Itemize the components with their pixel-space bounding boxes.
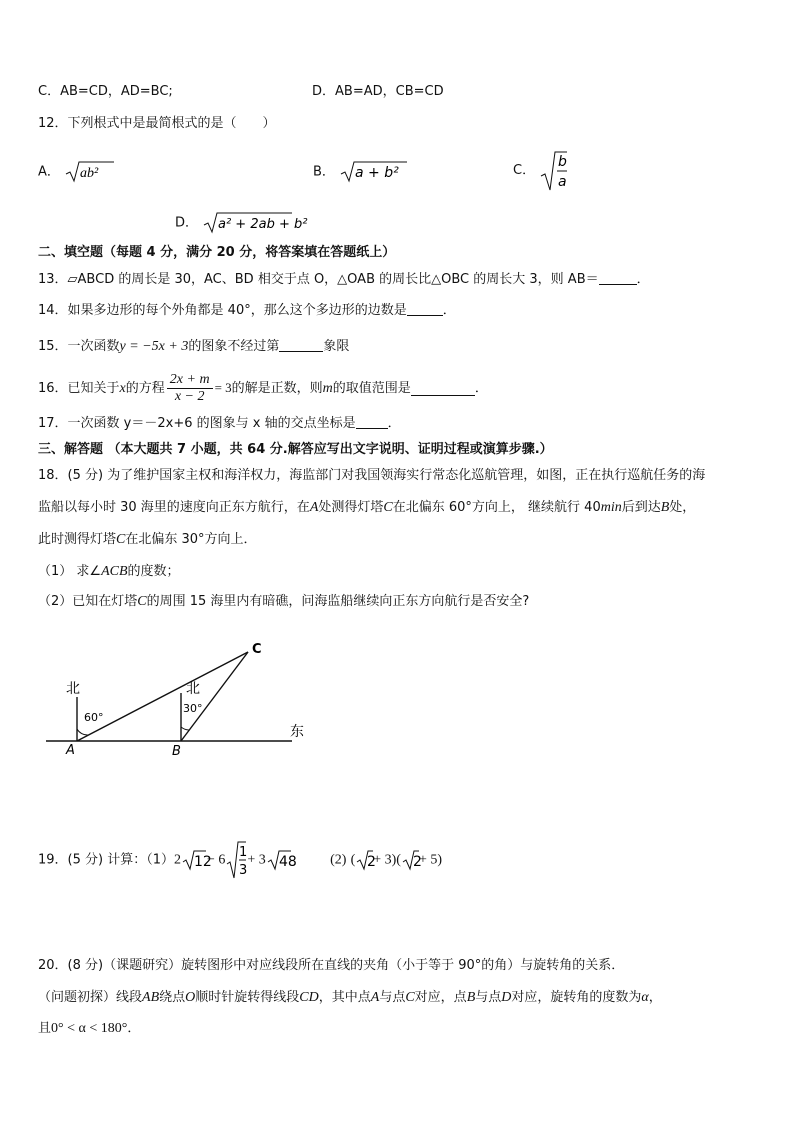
denominator: 3: [239, 863, 248, 878]
part-label: (2): [330, 852, 347, 868]
q18-sub2: [38, 593, 529, 611]
q16-var-m: m: [322, 381, 333, 396]
text: 的度数；: [127, 564, 180, 579]
answer-blank: [599, 271, 637, 285]
angle-arc-a: [77, 729, 88, 735]
section-3-title: 三、解答题 （本大题共 7 小题，共 64 分.解答应写出文字说明、证明过程或演算步骤.）: [38, 442, 553, 457]
q16-equals: = 3: [214, 380, 232, 395]
text: （1） 求∠: [38, 564, 102, 579]
term: − 6: [207, 852, 226, 868]
point-label-c: C: [252, 642, 262, 657]
alpha-range: 0° < α < 180°: [51, 1021, 128, 1036]
text: 与点: [379, 990, 406, 1005]
q12-b-expr: a + b²: [355, 165, 399, 181]
radicand: 2: [412, 854, 422, 870]
term: + 5): [418, 852, 443, 868]
q13-text: 13．▱ABCD 的周长是 30，AC、BD 相交于点 O，△OAB 的周长比△OBC 的周长大 3，则 AB＝: [38, 272, 599, 287]
alpha: α: [641, 990, 649, 1005]
q16-denominator: x − 2: [174, 389, 205, 404]
radicand: 48: [278, 854, 297, 870]
q12-option-b: [313, 160, 409, 184]
q12-d-expr: a² + 2ab + b²: [218, 217, 308, 232]
point-label-a: A: [66, 743, 75, 758]
q14: [38, 302, 456, 320]
q12-a-expr: ab²: [80, 166, 99, 181]
point-a: A: [370, 990, 380, 1005]
q16-var-x: x: [119, 381, 126, 396]
text: 与点: [475, 990, 502, 1005]
answer-blank: [279, 338, 323, 352]
q15-formula: y = −5x + 3: [119, 339, 189, 354]
text: 顺时针旋转得线段: [195, 990, 300, 1005]
answer-blank: [411, 382, 475, 396]
unit-min: min: [600, 500, 622, 515]
angle-label-60: 60°: [84, 711, 104, 724]
text: ，其中点: [318, 990, 371, 1005]
option-label: D．: [175, 215, 199, 231]
q16-end: ．: [474, 381, 488, 396]
text: 且: [38, 1021, 52, 1036]
point-c: C: [116, 532, 126, 547]
text: ，: [648, 990, 662, 1005]
q16-mid2: 的解是正数，则: [231, 381, 323, 396]
line-ac: [77, 652, 248, 741]
text: （问题初探）线段: [38, 990, 143, 1005]
point-label-b: B: [172, 744, 181, 759]
answer-blank: [407, 302, 443, 316]
angle-acb: ACB: [101, 564, 128, 579]
sqrt-fraction-icon: [225, 840, 247, 880]
q14-end: ．: [442, 303, 456, 318]
q14-text: 14．如果多边形的每个外角都是 40°，那么这个多边形的边数是: [38, 303, 407, 318]
segment-ab: AB: [142, 990, 160, 1005]
q18-sub1: [38, 563, 180, 581]
term: + 3)(: [373, 852, 401, 868]
numerator: 1: [239, 845, 248, 860]
q16-pre: 16．已知关于: [38, 381, 120, 396]
text: ．: [127, 1021, 141, 1036]
q12-option-d: [175, 211, 308, 235]
point-c: C: [383, 500, 393, 515]
sqrt-symbol-icon: [202, 211, 308, 235]
q16: [38, 370, 488, 407]
q17-end: ．: [387, 416, 401, 431]
q15-post: 象限: [323, 339, 350, 354]
north-label-b: 北: [186, 681, 200, 697]
q18-line2: [38, 499, 695, 517]
q15-mid: 的图象不经过第: [188, 339, 280, 354]
q17-text: 17．一次函数 y＝－2x+6 的图象与 x 轴的交点坐标是: [38, 416, 356, 431]
q12-option-a: [38, 160, 116, 184]
point-c: C: [405, 990, 415, 1005]
north-label-a: 北: [66, 681, 80, 697]
q11-option-d: D．AB=AD，CB=CD: [312, 84, 444, 99]
text: 绕点: [159, 990, 186, 1005]
option-label: B．: [313, 164, 335, 180]
segment-cd: CD: [299, 990, 319, 1005]
sqrt-symbol-icon: [181, 849, 212, 871]
option-label: A．: [38, 164, 60, 180]
angle-arc-b: [181, 727, 189, 730]
radicand: 2: [367, 854, 377, 870]
q13-end: ．: [636, 272, 650, 287]
option-label: C．: [513, 163, 536, 178]
text: 后到达: [621, 500, 661, 515]
q18-line1: 18．(5 分) 为了维护国家主权和海洋权力，海监部门对我国领海实行常态化巡航管理，如图，正在执行巡航任务的海: [38, 468, 706, 483]
text: 此时测得灯塔: [38, 532, 117, 547]
q20-line3: [38, 1020, 140, 1038]
q12-c-num: b: [558, 154, 568, 170]
text: 监船以每小时 30 海里的速度向正东方航行，在: [38, 500, 310, 515]
sqrt-symbol-icon: [266, 849, 297, 871]
text: 在北偏东 30°方向上．: [125, 532, 257, 547]
sqrt-symbol-icon: [64, 160, 116, 184]
q12-option-c: [513, 150, 569, 192]
angle-label-30: 30°: [183, 702, 203, 715]
point-b: B: [660, 500, 670, 515]
text: 在北偏东 60°方向上， 继续航行 40: [392, 500, 601, 515]
q20-line2: [38, 989, 662, 1007]
q12-c-den: a: [558, 174, 567, 190]
sqrt-symbol-icon: [355, 849, 377, 871]
text: 的周围 15 海里内有暗礁，问海监船继续向正东方向航行是否安全?: [146, 594, 530, 609]
term: + 3: [247, 852, 266, 868]
q15-pre: 15．一次函数: [38, 339, 120, 354]
q16-fraction: [167, 372, 213, 405]
sqrt-symbol-icon: [401, 849, 422, 871]
q18-figure: [40, 635, 320, 765]
q13: [38, 271, 650, 289]
sqrt-symbol-icon: [339, 160, 409, 184]
text: 处，: [669, 500, 696, 515]
text: 处测得灯塔: [318, 500, 384, 515]
q11-option-c: C．AB=CD，AD=BC;: [38, 84, 173, 99]
answer-blank: [356, 415, 388, 429]
text: 对应，旋转角的度数为: [511, 990, 642, 1005]
point-c: C: [137, 594, 147, 609]
point-o: O: [185, 990, 196, 1005]
point-a: A: [309, 500, 319, 515]
q12-stem: 12．下列根式中是最简根式的是（ ）: [38, 116, 276, 131]
text: （2）已知在灯塔: [38, 594, 138, 609]
sqrt-fraction-icon: [539, 150, 569, 192]
paren: (: [350, 852, 356, 868]
q16-post: 的取值范围是: [332, 381, 411, 396]
point-d: D: [501, 990, 512, 1005]
q17: [38, 415, 401, 433]
text: 对应，点: [414, 990, 467, 1005]
coef: 2: [174, 852, 181, 868]
q19-pre: 19．(5 分) 计算：（1）: [38, 852, 174, 868]
east-label: 东: [290, 724, 304, 740]
point-b: B: [466, 990, 476, 1005]
q18-line3: [38, 531, 257, 549]
q16-mid1: 的方程: [125, 381, 165, 396]
q19: [38, 840, 442, 880]
radicand: 12: [194, 854, 212, 870]
section-2-title: 二、填空题（每题 4 分，满分 20 分，将答案填在答题纸上）: [38, 245, 396, 260]
q15: [38, 338, 349, 356]
q16-numerator: 2x + m: [167, 372, 213, 389]
q20-line1: 20．(8 分)（课题研究）旋转图形中对应线段所在直线的夹角（小于等于 90°的角）与旋转角的关系．: [38, 958, 625, 973]
